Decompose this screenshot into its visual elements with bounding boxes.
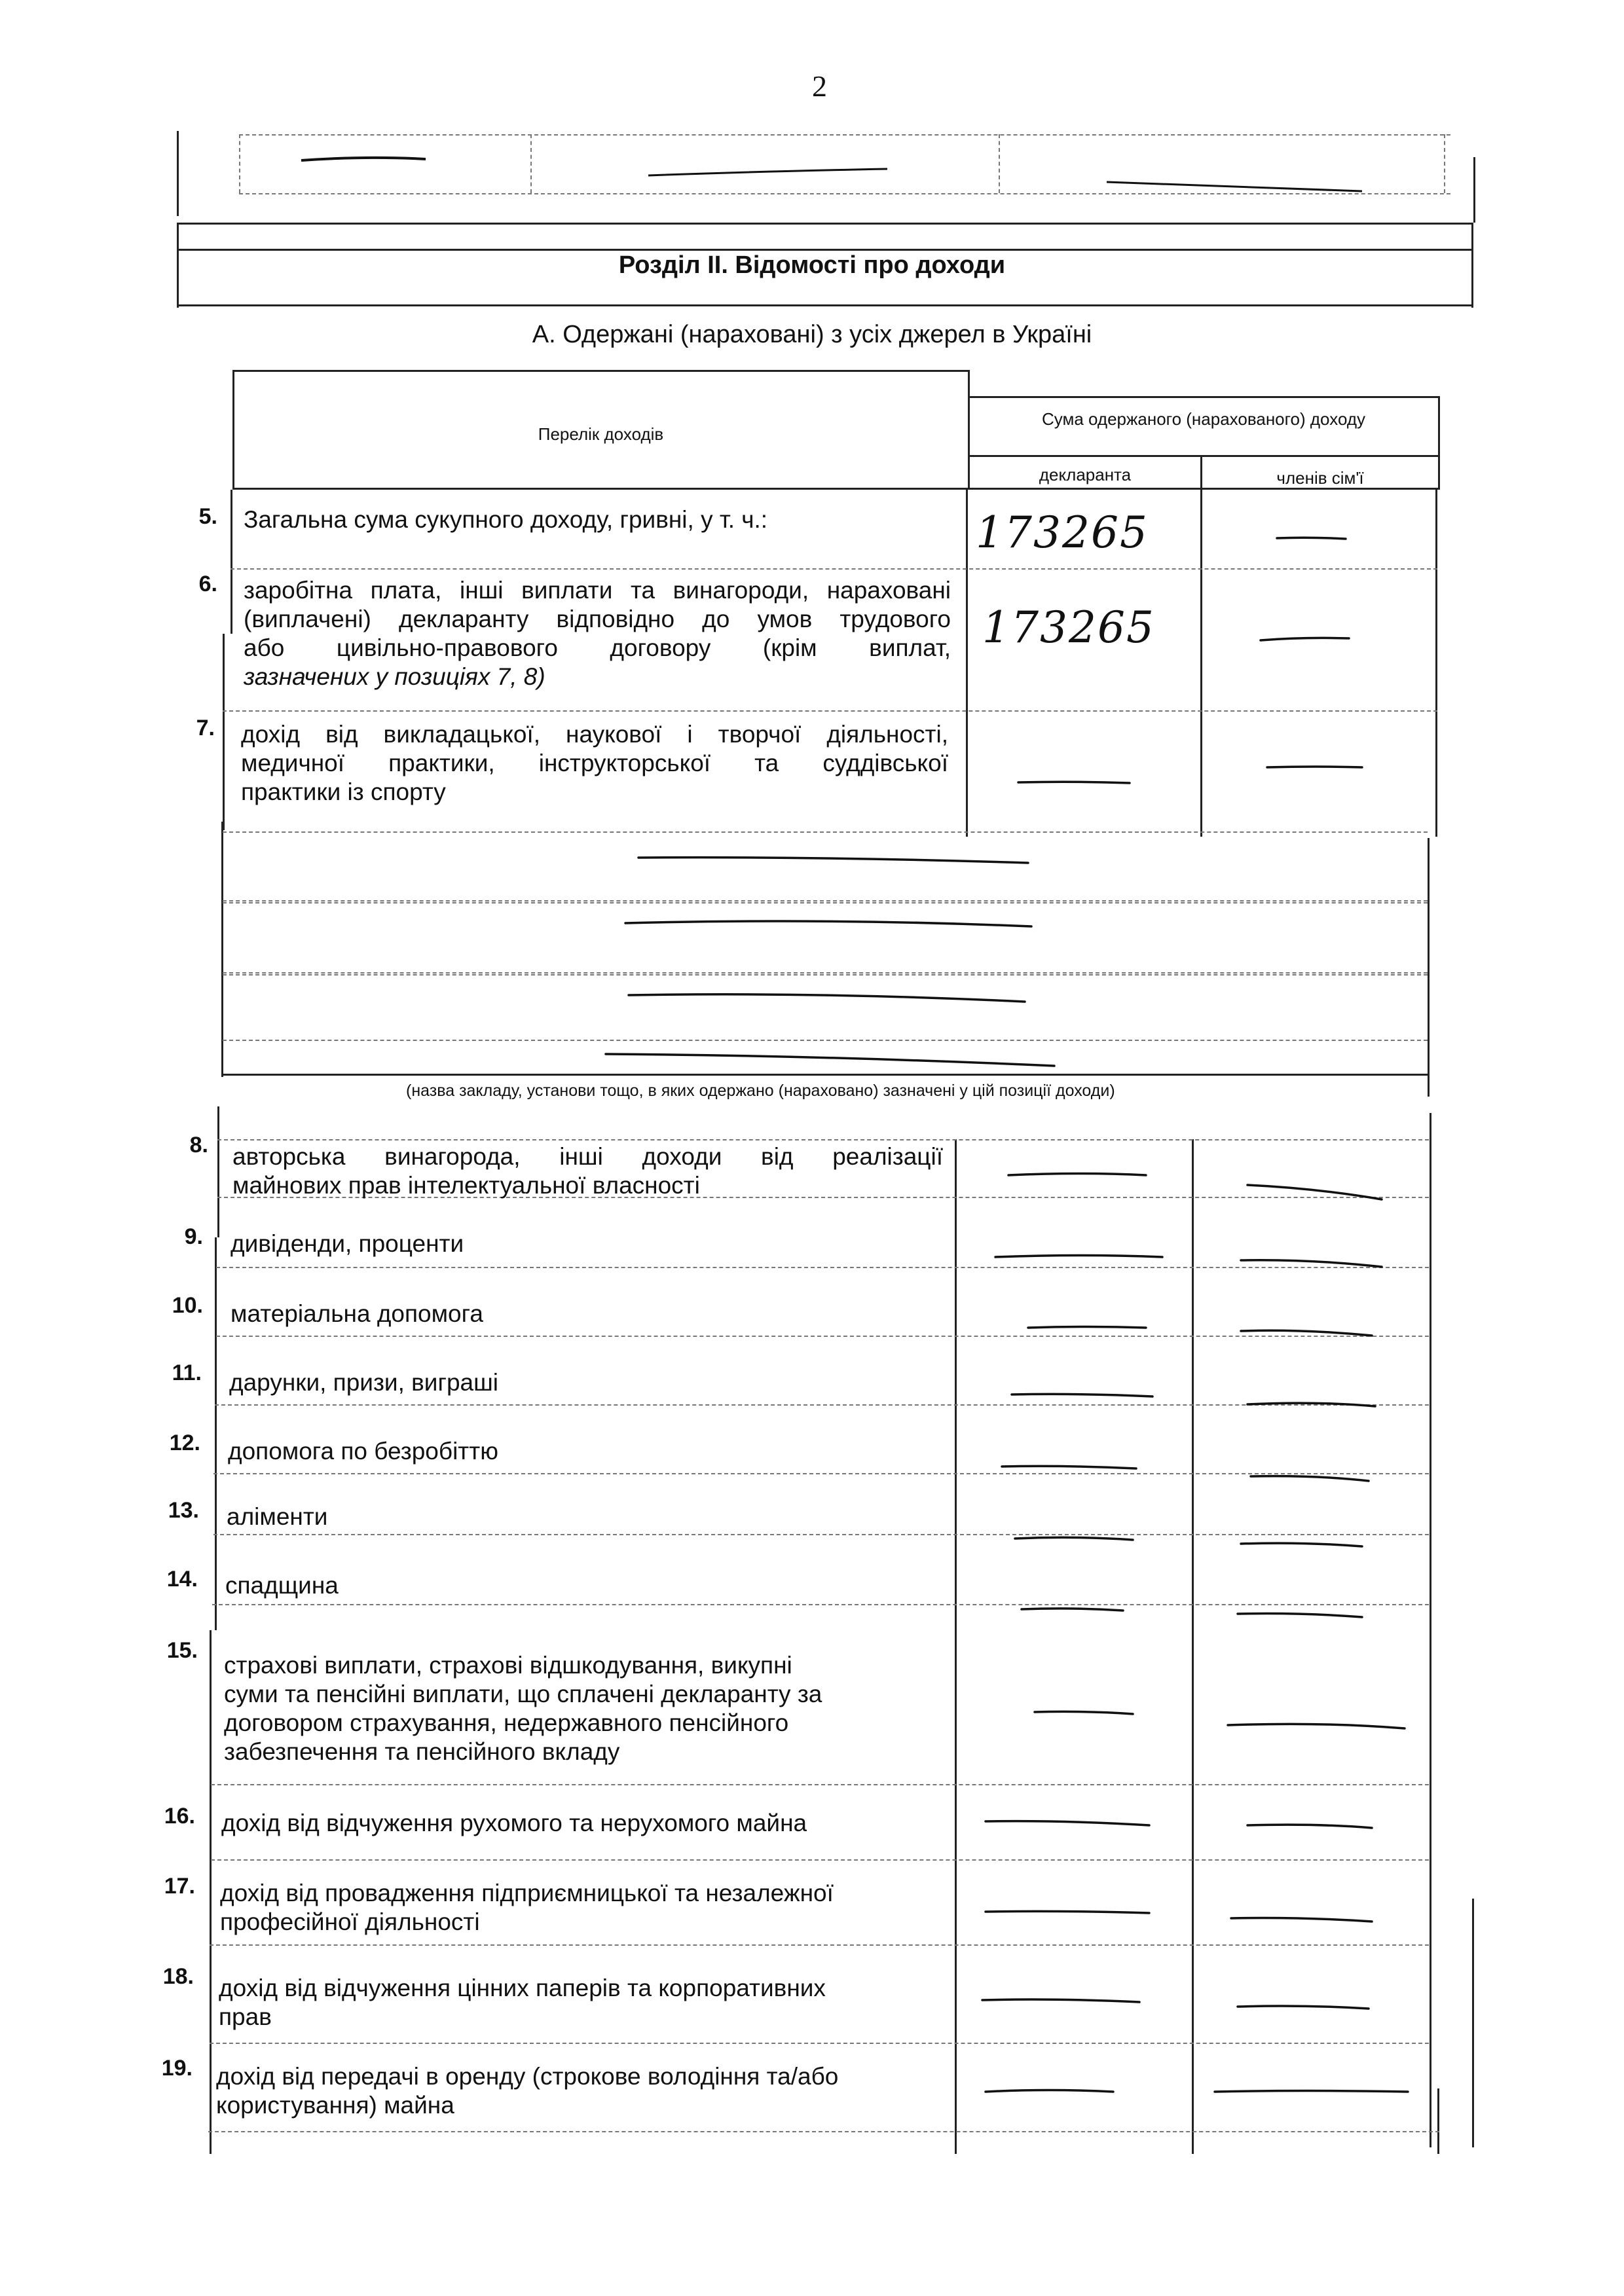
row-number: 15. [166, 1638, 198, 1663]
row-number: 6. [198, 572, 217, 596]
row-text: практики із спорту [241, 778, 446, 805]
row-number: 17. [164, 1874, 195, 1899]
row-number: 14. [166, 1567, 198, 1592]
row-number: 19. [161, 2056, 193, 2081]
handwritten-amount: 173265 [976, 507, 1149, 558]
row-text: дохід від передачі в оренду (строкове володіння та/або [216, 2063, 839, 2090]
row-text: матеріальна допомога [231, 1300, 483, 1327]
row-text: прав [219, 2003, 272, 2030]
institution-caption: (назва закладу, установи тощо, в яких одержано (нараховано) зазначені у цій позиції доходи) [406, 1082, 1115, 1100]
declarant-header: декларанта [1039, 465, 1132, 484]
sum-header: Сума одержаного (нарахованого) доходу [1041, 409, 1365, 429]
row-text: (виплачені) декларанту відповідно до умов трудового [244, 606, 951, 632]
handwritten-amount: 173265 [982, 602, 1155, 653]
row-text: суми та пенсійні виплати, що сплачені декларанту за [224, 1681, 822, 1707]
row-number: 13. [168, 1498, 199, 1523]
row-number: 8. [189, 1133, 208, 1157]
row-number: 12. [169, 1430, 200, 1455]
row-text: аліменти [227, 1503, 328, 1530]
row-text: професійної діяльності [220, 1908, 480, 1935]
row-text: зазначених у позиціях 7, 8) [244, 663, 545, 690]
row-number: 7. [196, 716, 215, 740]
row-text: спадщина [225, 1572, 339, 1599]
row-text: майнових прав інтелектуальної власності [232, 1172, 700, 1199]
row-number: 5. [198, 504, 217, 529]
row-text: або цивільно-правового договору (крім виплат, [244, 634, 951, 661]
row-number: 10. [172, 1293, 203, 1318]
row-text: Загальна сума сукупного доходу, гривні, у т. ч.: [244, 506, 768, 533]
row-text: страхові виплати, страхові відшкодування, викупні [224, 1652, 792, 1679]
row-text: допомога по безробіттю [228, 1438, 498, 1465]
row-text: дохід від провадження підприємницької та незалежної [220, 1880, 834, 1906]
row-text: дохід від відчуження рухомого та нерухомого майна [221, 1810, 807, 1836]
section-title: Розділ II. Відомості про доходи [618, 251, 1006, 279]
row-text: дивіденди, проценти [231, 1230, 464, 1257]
row-text: договором страхування, недержавного пенсійного [224, 1709, 789, 1736]
subsection-title: А. Одержані (нараховані) з усіх джерел в Україні [532, 321, 1092, 348]
family-header: членів сім'ї [1276, 468, 1364, 488]
row-text: дарунки, призи, виграші [229, 1369, 499, 1396]
income-list-header: Перелік доходів [538, 424, 664, 444]
row-text: авторська винагорода, інші доходи від реалізації [232, 1143, 943, 1170]
row-number: 18. [162, 1964, 194, 1989]
row-number: 11. [172, 1360, 202, 1385]
row-text: медичної практики, інструкторської та суддівської [241, 750, 948, 776]
row-text: дохід від відчуження цінних паперів та корпоративних [219, 1975, 826, 2001]
row-text: заробітна плата, інші виплати та винагороди, нараховані [244, 577, 951, 604]
row-text: забезпечення та пенсійного вкладу [224, 1738, 620, 1765]
row-text: користування) майна [216, 2092, 454, 2119]
row-number: 16. [164, 1804, 195, 1829]
row-text: дохід від викладацької, наукової і творчої діяльності, [241, 721, 948, 748]
page-number: 2 [812, 69, 827, 103]
row-number: 9. [184, 1224, 203, 1249]
